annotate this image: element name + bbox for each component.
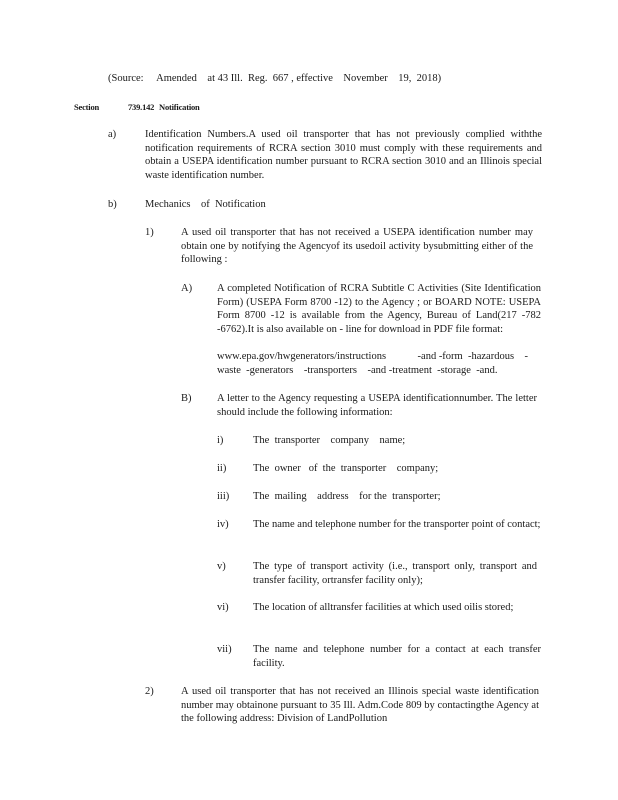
subsection-a-label: a)	[108, 129, 117, 140]
list-item-vii-text: The name and telephone number for a contact at each transfer facility.	[253, 644, 541, 669]
section-number: 739.142	[128, 102, 155, 112]
list-item-vii-label: vii)	[217, 644, 232, 655]
list-item-i-text: The transporter company name;	[253, 435, 406, 446]
list-item-v-text: The type of transport activity (i.e., transport only, transport and transfer facility, ortransfer facility only);	[253, 561, 537, 586]
list-item-iv-text: The name and telephone number for the transporter point of contact;	[253, 519, 541, 530]
source-note: (Source: Amended at 43 Ill. Reg. 667 , effective November 19, 2018)	[108, 73, 442, 84]
section-prefix: Section	[74, 102, 100, 112]
item-1B-label: B)	[181, 393, 192, 404]
list-item-iv-label: iv)	[217, 519, 229, 530]
list-item-iii-text: The mailing address for the transporter;	[253, 491, 441, 502]
item-1B-text: A letter to the Agency requesting a USEPA identificationnumber. The letter should include the following information:	[217, 393, 537, 418]
subsection-b-label: b)	[108, 199, 117, 210]
list-item-v-label: v)	[217, 561, 226, 572]
list-item-ii-text: The owner of the transporter company;	[253, 463, 439, 474]
section-title: Notification	[159, 102, 200, 112]
item-1A-url-line-2: waste -generators -transporters -and -treatment -storage -and.	[217, 365, 498, 376]
list-item-ii-label: ii)	[217, 463, 227, 474]
item-2-text: A used oil transporter that has not received an Illinois special waste identification number may obtainone pursuant to 35 Ill. Adm.Code 809 by contactingthe Agency at the following address: Division of LandPollution	[181, 686, 539, 725]
list-item-i-label: i)	[217, 435, 224, 446]
item-2-label: 2)	[145, 686, 154, 697]
item-1-label: 1)	[145, 227, 154, 238]
subsection-b-heading: Mechanics of Notification	[145, 199, 266, 210]
item-1A-text: A completed Notification of RCRA Subtitle C Activities (Site Identification Form) (USEPA Form 8700 -12) to the Agency ; or BOARD NOTE: USEPA Form 8700 -12 is available from the Agency, Bureau of Land(217 -782 -6762).It is also available on - line for download in PDF file format:	[217, 283, 541, 335]
list-item-vi-label: vi)	[217, 602, 229, 613]
item-1-text: A used oil transporter that has not received a USEPA identification number may obtain one by notifying the Agencyof its usedoil activity bysubmitting either of the following :	[181, 227, 533, 266]
item-1A-url-line: www.epa.gov/hwgenerators/instructions -and -form -hazardous -	[217, 351, 529, 362]
item-1A-label: A)	[181, 283, 193, 294]
list-item-vi-text: The location of alltransfer facilities at which used oilis stored;	[253, 602, 514, 613]
subsection-a-text: Identification Numbers.A used oil transporter that has not previously complied withthe notification requirements of RCRA section 3010 must comply with these requirements and obtain a USEPA identification number pursuant to RCRA section 3010 and an Illinois special waste identification number.	[145, 129, 542, 181]
list-item-iii-label: iii)	[217, 491, 230, 502]
